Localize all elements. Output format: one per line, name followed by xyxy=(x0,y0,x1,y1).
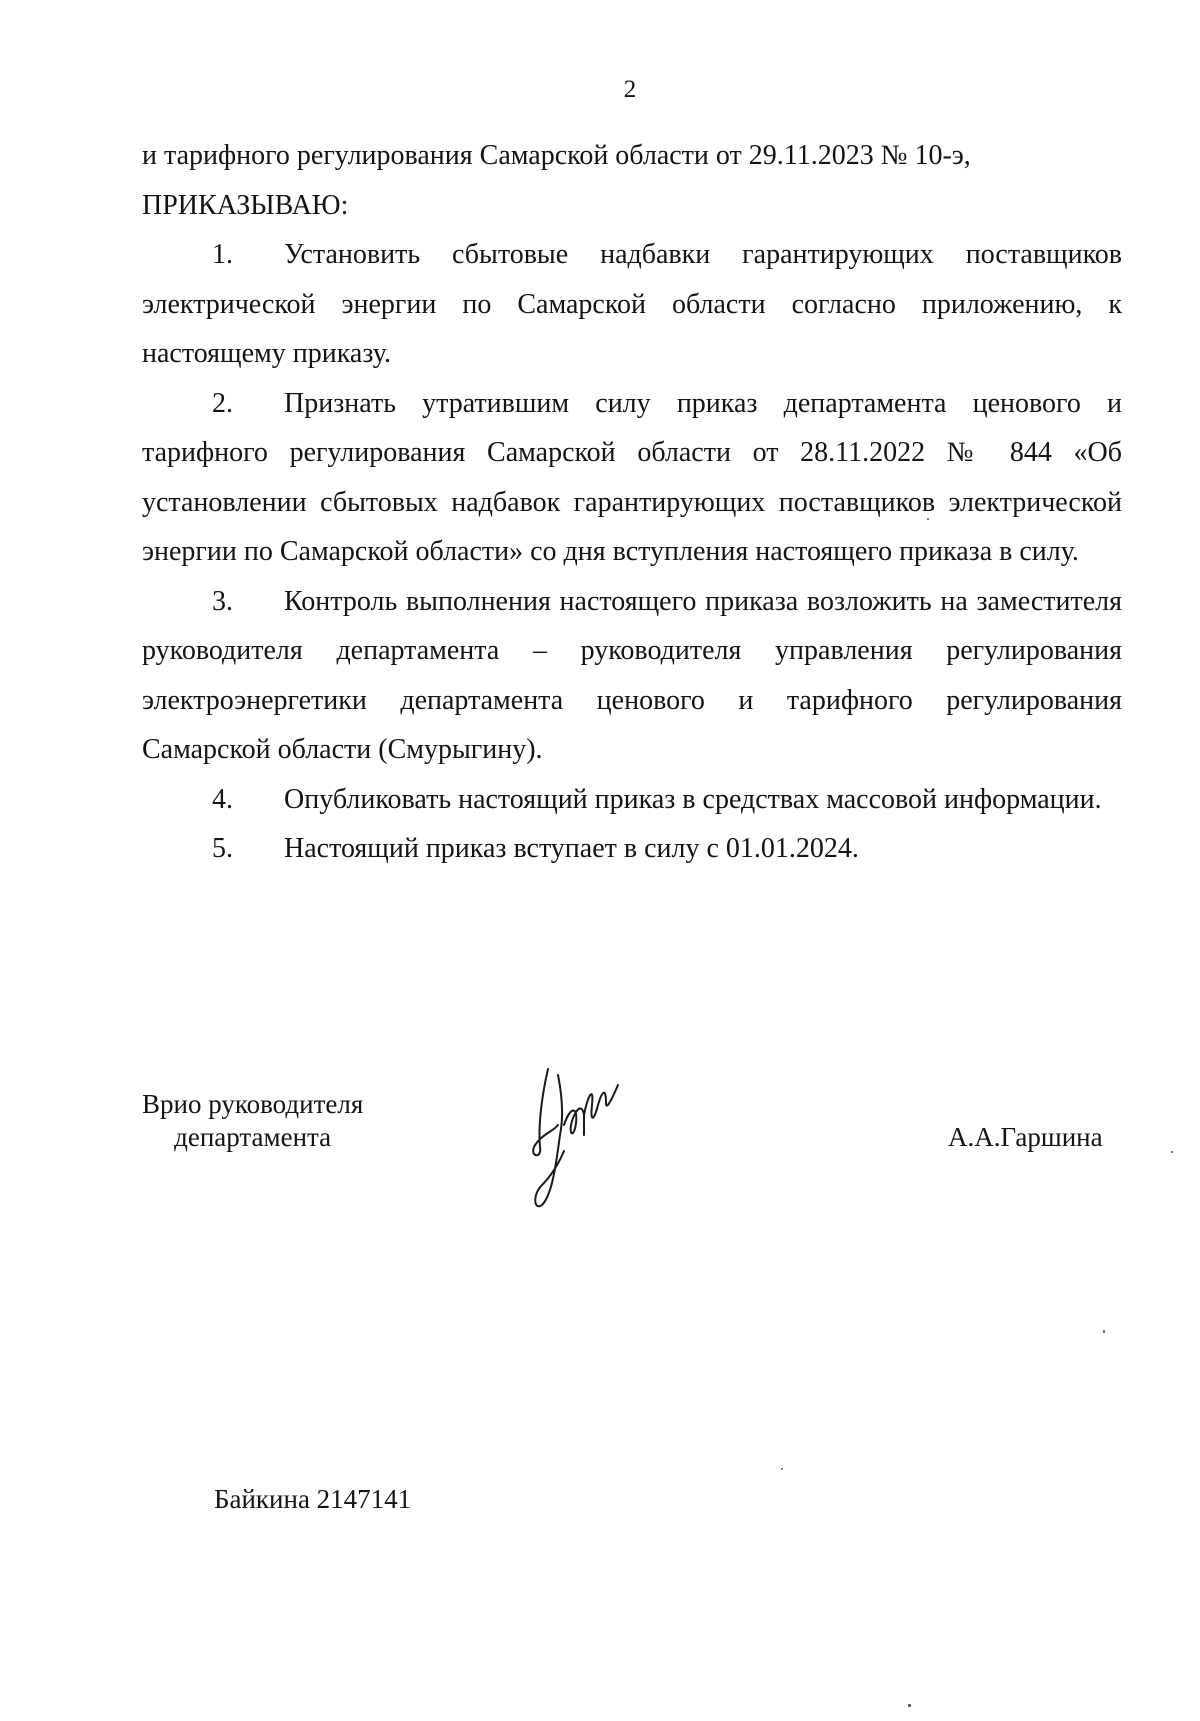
list-item xyxy=(142,775,1122,825)
list-item xyxy=(142,379,1122,577)
position-line-2: департамента xyxy=(174,1122,332,1152)
signer-name: А.А.Гаршина xyxy=(948,1122,1103,1152)
list-item xyxy=(142,577,1122,775)
page-number: 2 xyxy=(623,76,637,103)
item-text: Установить сбытовые надбавки гарантирующих поставщиков электрической энергии по Самарской области согласно приложению, к настоящему приказу. xyxy=(142,239,1122,369)
scan-speck xyxy=(1103,1330,1105,1333)
item-number: 5. xyxy=(212,833,233,864)
item-text: Настоящий приказ вступает в силу с 01.01.2024. xyxy=(284,833,859,864)
item-number: 4. xyxy=(212,783,233,815)
order-word: ПРИКАЗЫВАЮ: xyxy=(142,189,349,221)
document-body xyxy=(142,131,1122,874)
executor-contact: Байкина 2147141 xyxy=(214,1484,412,1514)
scan-speck xyxy=(927,518,929,520)
intro-paragraph xyxy=(142,131,1122,230)
scan-speck xyxy=(1171,1151,1173,1153)
handwritten-signature xyxy=(528,1055,648,1215)
item-number: 3. xyxy=(212,585,233,617)
list-item xyxy=(142,230,1122,379)
item-text: Опубликовать настоящий приказ в средствах массовой информации. xyxy=(284,783,1102,815)
signer-position xyxy=(142,1088,363,1154)
item-number: 1. xyxy=(212,239,233,270)
item-text: Признать утратившим силу приказ департамента ценового и тарифного регулирования Самарской области от 28.11.2022 № 844 «Об установлении сбытовых надбавок гарантирующих поставщиков электрической энергии по Самарской области» со дня вступления настоящего приказа в силу. xyxy=(142,387,1122,567)
list-item xyxy=(142,824,1122,874)
item-text: Контроль выполнения настоящего приказа возложить на заместителя руководителя департамента – руководителя управления регулирования электроэнергетики департамента ценового и тарифного регулирования Самарской области (Смурыгину). xyxy=(142,585,1122,765)
scan-speck xyxy=(781,1468,783,1470)
item-number: 2. xyxy=(212,387,233,419)
scan-speck xyxy=(908,1704,911,1707)
intro-text: и тарифного регулирования Самарской области от 29.11.2023 № 10-э, xyxy=(142,140,971,171)
position-line-1: Врио руководителя xyxy=(142,1089,364,1119)
